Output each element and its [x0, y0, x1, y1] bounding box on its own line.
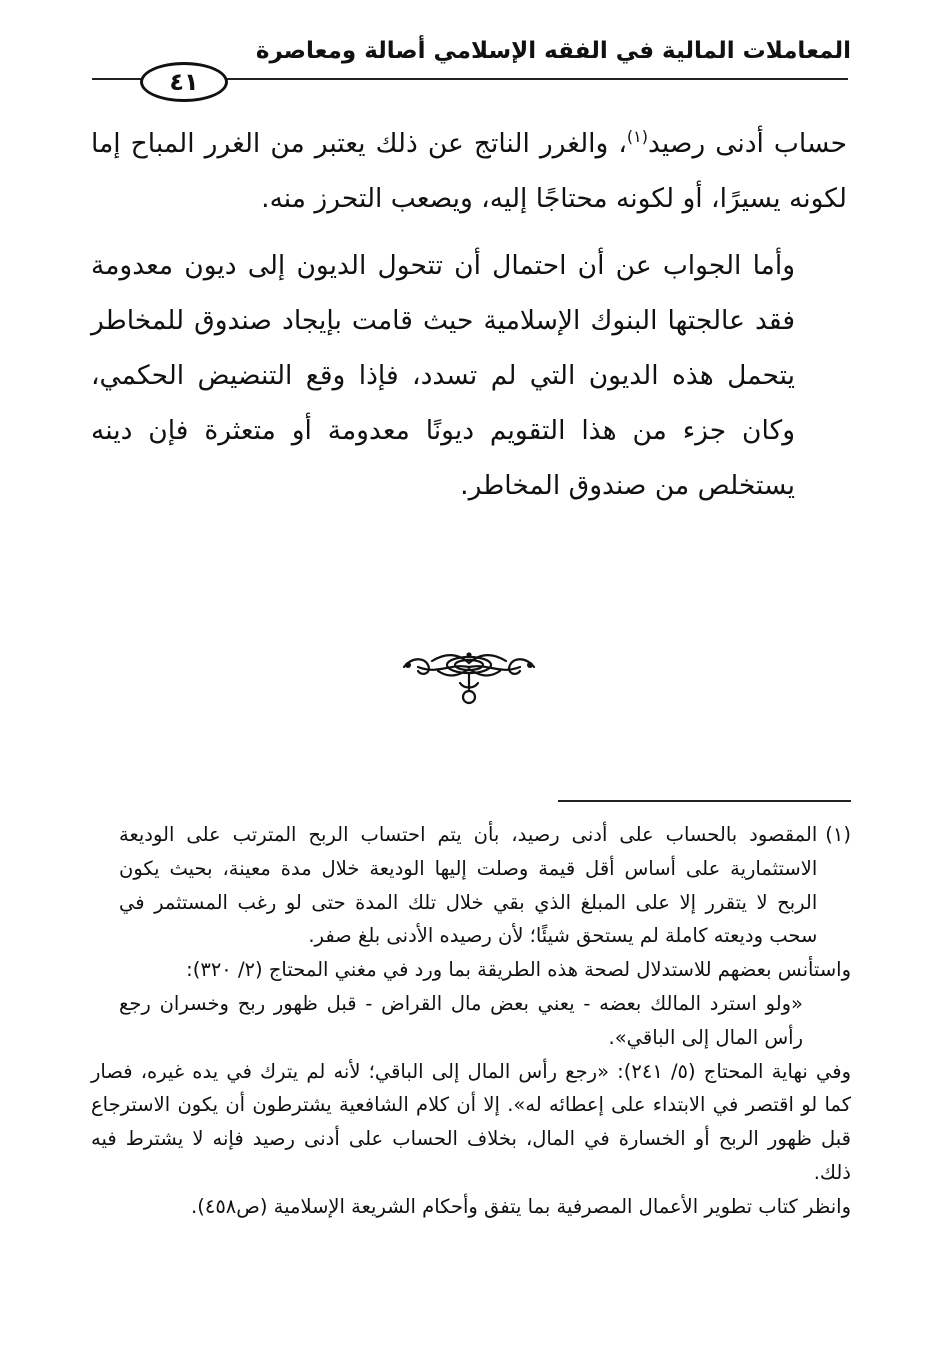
footnote-number: (١): [825, 823, 851, 846]
paragraph-2: وأما الجواب عن أن احتمال أن تتحول الديون إلى ديون معدومة فقد عالجتها البنوك الإسلامية حيث قامت بإيجاد صندوق للمخاطر يتحمل هذه الديون التي لم تسدد، فإذا وقع التنضيض الحكمي، وكان جزء من هذا التقويم ديونًا معدومة أو متعثرة فإن دينه يستخلص من صندوق المخاطر.: [91, 250, 795, 501]
footnote-text: المقصود بالحساب على أدنى رصيد، بأن يتم احتساب الربح المترتب على الوديعة الاستثمارية على أساس أقل قيمة وصلت إليها الوديعة خلال مدة معينة، بحيث يكون الربح لا يتقرر إلا على المبلغ الذي بقي خلال تلك المدة حتى لو رغب المستثمر في سحب وديعته كاملة لم يستحق شيئًا؛ لأن رصيده الأدنى بلغ صفر.: [119, 823, 818, 948]
paragraph-1-start: حساب أدنى رصيد: [648, 128, 847, 159]
footnotes: [91, 818, 851, 1224]
footnote-quote: «ولو استرد المالك بعضه - يعني بعض مال القراض - قبل ظهور ربح وخسران رجع رأس المال إلى الباقي».: [119, 991, 803, 1049]
floral-knot-ornament-icon: [398, 645, 540, 709]
paragraph-1-rest: ، والغرر الناتج عن ذلك يعتبر من الغرر المباح إما لكونه يسيرًا، أو لكونه محتاجًا إليه، ويصعب التحرز منه.: [91, 128, 847, 214]
page-number-badge: [140, 62, 228, 102]
paragraph-1: [91, 116, 847, 226]
footnote-paragraph: وفي نهاية المحتاج (٥/ ٢٤١): «رجع رأس المال إلى الباقي؛ لأنه لم يترك في يده غيره، فصار كما لو اقتصر في الابتداء على إعطائه له». إلا أن كلام الشافعية يشترطون أن يكون الاسترجاع قبل ظهور الربح أو الخسارة في المال، بخلاف الحساب على أدنى رصيد فإنه لا يشترط فيه ذلك.: [91, 1059, 852, 1184]
footnote-1: [91, 818, 851, 953]
footnote-rule: [558, 800, 851, 802]
running-title: المعاملات المالية في الفقه الإسلامي أصالة ومعاصرة: [255, 38, 851, 64]
page-number: ٤١: [169, 68, 199, 96]
footnote-reference: وانظر كتاب تطوير الأعمال المصرفية بما يتفق وأحكام الشريعة الإسلامية (ص٤٥٨).: [191, 1194, 851, 1218]
footnote-ref-1: (١): [626, 127, 649, 147]
main-text: [91, 116, 847, 513]
footnote-paragraph: واستأنس بعضهم للاستدلال لصحة هذه الطريقة بما ورد في مغني المحتاج (٢/ ٣٢٠):: [186, 958, 851, 982]
